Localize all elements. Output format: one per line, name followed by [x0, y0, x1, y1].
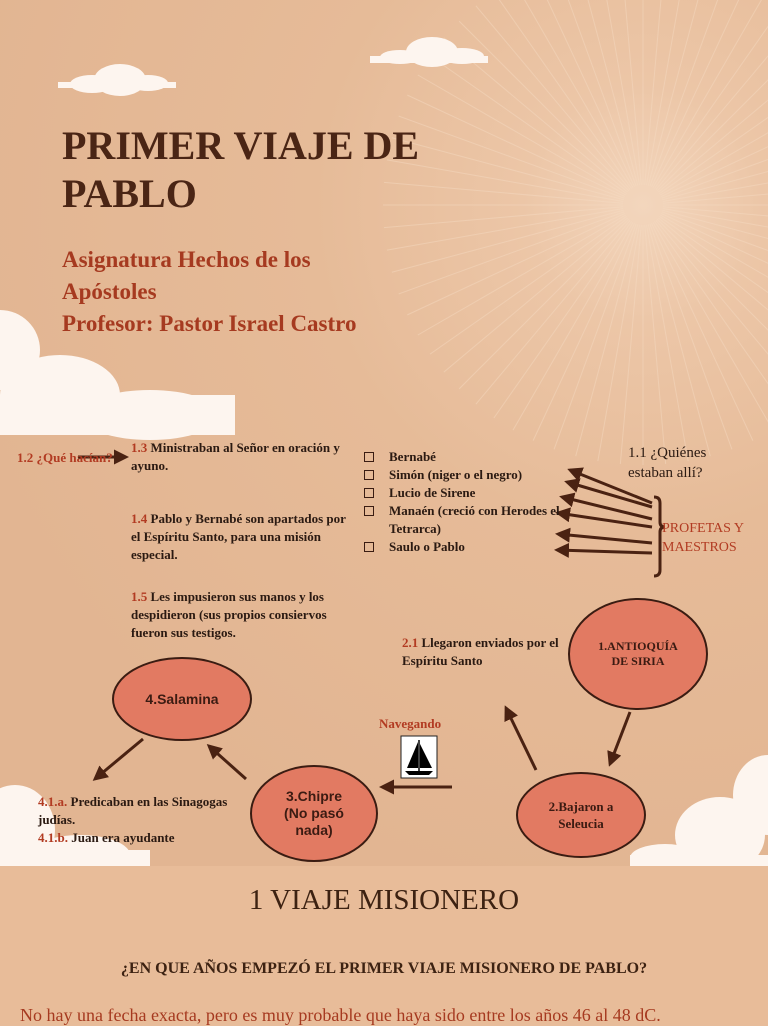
- arrow-antioquia-to-seleucia: [610, 712, 630, 764]
- title-line-1: PRIMER VIAJE DE: [62, 123, 420, 168]
- item-1-5-number: 1.5: [131, 589, 148, 604]
- list-item: [362, 502, 602, 538]
- note-2-1-text: Llegaron enviados por el Espíritu Santo: [402, 635, 559, 668]
- checkbox-icon: [364, 506, 374, 516]
- subtitle: [62, 244, 482, 340]
- arrow-salamina-to-notes: [95, 739, 143, 779]
- arrow-seleucia-up: [506, 708, 536, 770]
- title-line-2: PABLO: [62, 171, 197, 216]
- note-4-1-a-text: Predicaban en las Sinagogas judías.: [38, 794, 228, 827]
- checkbox-icon: [364, 452, 374, 462]
- node-salamina-label: 4.Salamina: [145, 691, 219, 707]
- item-1-4-number: 1.4: [131, 511, 148, 526]
- subtitle-line-3: Profesor: Pastor Israel Castro: [62, 311, 357, 336]
- note-2-1: [402, 634, 562, 670]
- section-heading: 1 VIAJE MISIONERO: [248, 884, 520, 916]
- note-2-1-number: 2.1: [402, 635, 419, 650]
- page-title: [62, 122, 522, 218]
- note-4-1-b-text: Juan era ayudante: [67, 830, 175, 845]
- node-seleucia-label: 2.Bajaron a Seleucia: [548, 799, 614, 831]
- node-chipre: [250, 765, 378, 862]
- note-4-1-b: [38, 829, 238, 847]
- people-list: [362, 448, 602, 556]
- list-item-text: Manaén (creció con Herodes el Tetrarca): [389, 503, 560, 536]
- list-item-text: Lucio de Sirene: [389, 485, 476, 500]
- item-1-5-text: Les impusieron sus manos y los despidieron (sus propios consiervos fueron sus testigos.: [131, 589, 327, 640]
- list-item-text: Simón (niger o el negro): [389, 467, 523, 482]
- list-item-text: Saulo o Pablo: [389, 539, 465, 554]
- list-item: [362, 538, 602, 556]
- checkbox-icon: [364, 542, 374, 552]
- section-question: ¿EN QUE AÑOS EMPEZÓ EL PRIMER VIAJE MISIONERO DE PABLO?: [120, 960, 648, 977]
- note-4-1-b-number: 4.1.b.: [38, 830, 68, 845]
- note-4-1-a-number: 4.1.a.: [38, 794, 68, 809]
- question-1-2: 1.2 ¿Qué hacían?: [17, 450, 113, 465]
- section-answer: No hay una fecha exacta, pero es muy probable que haya sido entre los años 46 al 48 dC.: [20, 1005, 661, 1025]
- node-antioquia-label: 1.ANTIOQUÍA DE SIRIA: [598, 639, 678, 668]
- node-chipre-label: 3.Chipre (No pasó nada): [284, 788, 344, 838]
- subtitle-line-2: Apóstoles: [62, 279, 157, 304]
- list-item: [362, 448, 602, 466]
- item-1-5: [131, 588, 346, 642]
- node-salamina: [112, 657, 252, 741]
- checkbox-icon: [364, 470, 374, 480]
- item-1-4-text: Pablo y Bernabé son apartados por el Espíritu Santo, para una misión especial.: [131, 511, 346, 562]
- arrow-chipre-to-salamina: [209, 746, 246, 779]
- sailboat-icon: [400, 735, 438, 779]
- profetas-maestros-label: PROFETAS Y MAESTROS: [662, 521, 744, 555]
- subtitle-line-1: Asignatura Hechos de los: [62, 247, 311, 272]
- item-1-3-number: 1.3: [131, 440, 148, 455]
- question-1-1: 1.1 ¿Quiénes estaban allí?: [628, 445, 707, 481]
- note-4-1: [38, 793, 238, 847]
- list-item-text: Bernabé: [389, 449, 436, 464]
- node-antioquia: [568, 598, 708, 710]
- item-1-4: [131, 510, 346, 564]
- item-1-3-text: Ministraban al Señor en oración y ayuno.: [131, 440, 340, 473]
- navegando-label: Navegando: [379, 716, 442, 731]
- note-4-1-a: [38, 793, 238, 829]
- checkbox-icon: [364, 488, 374, 498]
- list-item: [362, 466, 602, 484]
- item-1-3: [131, 439, 341, 475]
- list-item: [362, 484, 602, 502]
- node-seleucia: [516, 772, 646, 858]
